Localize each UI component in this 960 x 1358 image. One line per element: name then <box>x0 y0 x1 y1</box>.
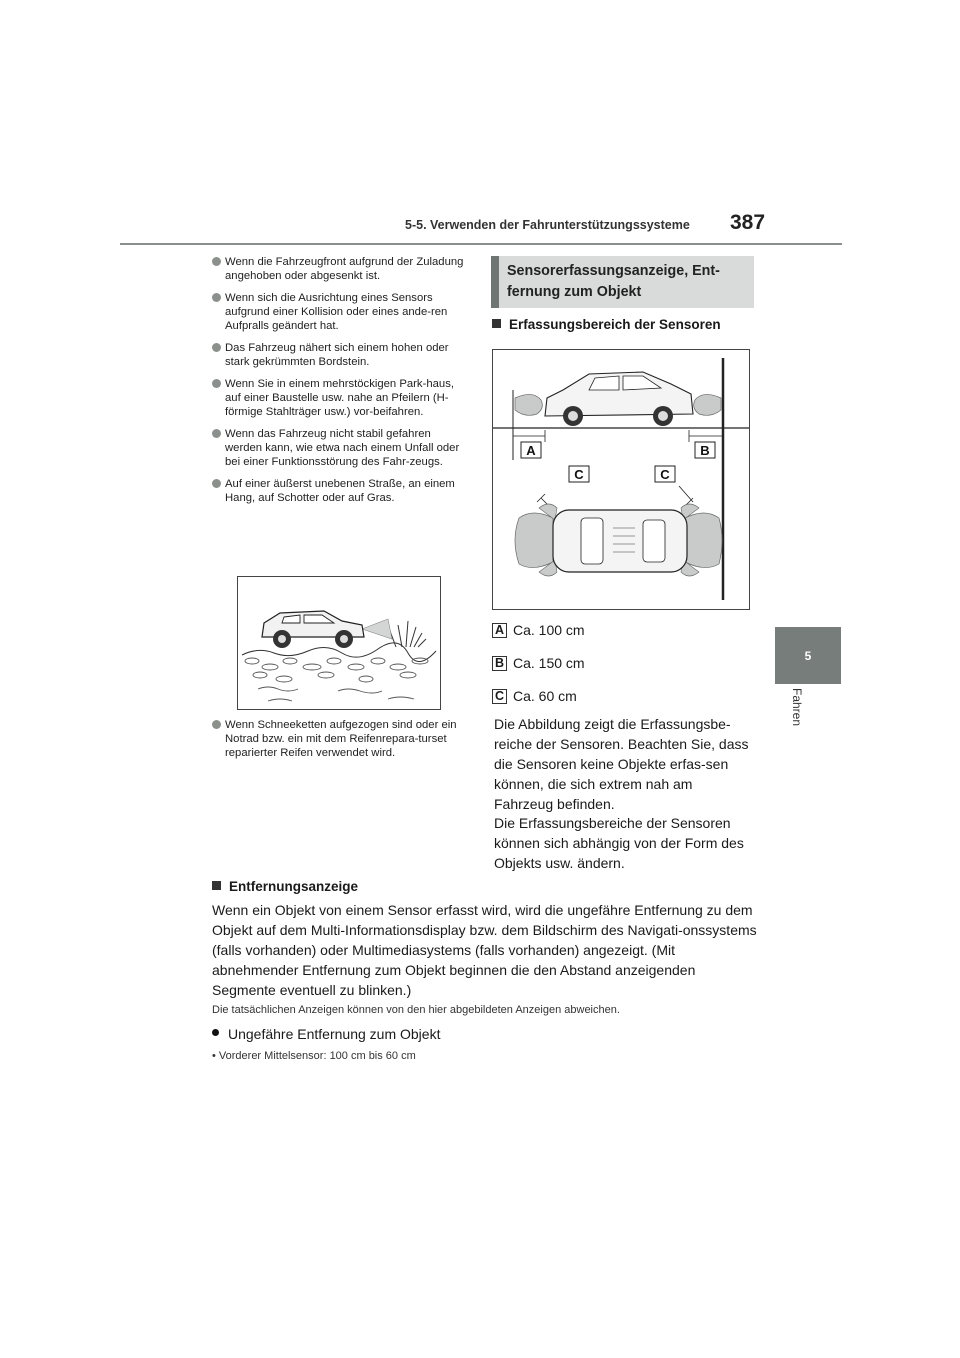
bullet-dot-icon <box>212 343 221 352</box>
list-item: Wenn die Fahrzeugfront aufgrund der Zuladung angehoben oder abgesenkt ist. <box>212 255 470 283</box>
bullet-dot-icon <box>212 379 221 388</box>
legend-key: A <box>492 623 507 638</box>
sensor-coverage-diagram <box>493 350 749 609</box>
section-heading-box <box>491 256 754 308</box>
bullet-dot-icon <box>212 1029 219 1036</box>
label-a: A <box>526 443 536 458</box>
label-c-right: C <box>660 467 670 482</box>
chapter-tab[interactable] <box>775 627 841 684</box>
section-heading: Sensorerfassungsanzeige, Ent-fernung zum Objekt <box>507 263 720 300</box>
list-item: Wenn sich die Ausrichtung eines Sensors aufgrund einer Kollision oder eines ande-ren Aufpralls geändert hat. <box>212 291 470 333</box>
list-item: Wenn Sie in einem mehrstöckigen Park-haus, auf einer Baustelle usw. nahe an Pfeilern (H-förmige Stahlträger usw.) vor-beifahren. <box>212 377 470 419</box>
section-title: 5-5. Verwenden der Fahrunterstützungssysteme <box>405 218 690 232</box>
bullet-dot-icon <box>212 293 221 302</box>
legend-item-a <box>492 620 585 640</box>
sensor-range-heading: Erfassungsbereich der Sensoren <box>492 317 721 332</box>
car-on-gravel-icon <box>238 577 440 709</box>
distance-heading: Entfernungsanzeige <box>212 879 358 894</box>
header-divider <box>120 243 842 245</box>
legend-key: C <box>492 689 507 704</box>
list-item: Wenn das Fahrzeug nicht stabil gefahren werden kann, wie etwa nach einem Unfall oder bei einer Funktionsstörung des Fahr-zeugs. <box>212 427 470 469</box>
legend-key: B <box>492 656 507 671</box>
list-item: Das Fahrzeug nähert sich einem hohen oder stark gekrümmten Bordstein. <box>212 341 470 369</box>
bullet-dot-icon <box>212 257 221 266</box>
bullet-dot-icon <box>212 479 221 488</box>
label-c-left: C <box>574 467 584 482</box>
chapter-label: Fahren <box>790 688 804 727</box>
square-bullet-icon <box>212 881 221 890</box>
list-item: Wenn Schneeketten aufgezogen sind oder ein Notrad bzw. ein mit dem Reifenrepara-turset reparierter Reifen verwendet wird. <box>212 718 470 760</box>
legend-text: Ca. 60 cm <box>513 688 577 704</box>
rough-terrain-illustration <box>237 576 441 710</box>
condition-list-continued <box>212 718 470 760</box>
legend-item-b <box>492 653 585 673</box>
legend-item-c <box>492 686 577 706</box>
approx-distance-item: Ungefähre Entfernung zum Objekt <box>212 1026 440 1042</box>
page-number: 387 <box>730 211 766 234</box>
list-item: Auf einer äußerst unebenen Straße, an einem Hang, auf Schotter oder auf Gras. <box>212 477 470 505</box>
front-center-sensor-item: • Vorderer Mittelsensor: 100 cm bis 60 cm <box>212 1050 416 1062</box>
bullet-dot-icon <box>212 429 221 438</box>
chapter-number: 5 <box>804 648 812 663</box>
sensor-range-note: Die Erfassungsbereiche der Sensoren können sich abhängig von der Form des Objekts usw. ändern. <box>494 815 744 871</box>
square-bullet-icon <box>492 319 501 328</box>
legend-text: Ca. 150 cm <box>513 655 585 671</box>
legend-text: Ca. 100 cm <box>513 622 585 638</box>
sensor-range-illustration <box>492 349 750 610</box>
label-b: B <box>700 443 710 458</box>
display-note: Die tatsächlichen Anzeigen können von den hier abgebildeten Anzeigen abweichen. <box>212 1004 620 1016</box>
condition-list <box>212 255 470 513</box>
sensor-range-paragraph: Die Abbildung zeigt die Erfassungsbe-reiche der Sensoren. Beachten Sie, dass die Sensoren keine Objekte erfas-sen können, die sich extrem nah am Fahrzeug befinden. <box>494 716 749 812</box>
distance-paragraph: Wenn ein Objekt von einem Sensor erfasst wird, wird die ungefähre Entfernung zu dem Objekt auf dem Multi-Informationsdisplay bzw. dem Bildschirm des Navigati-onssystems (falls vorhanden) oder Multimediasystems (falls vorhanden) angezeigt. (Mit abnehmender Entfernung zum Objekt beginnen die den Abstand anzeigenden Segmente eventuell zu blinken.) <box>212 902 757 998</box>
bullet-dot-icon <box>212 720 221 729</box>
